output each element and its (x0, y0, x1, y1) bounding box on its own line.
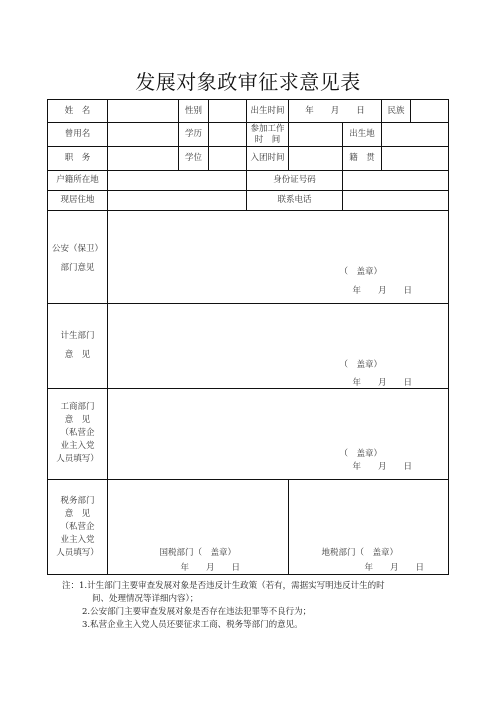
gender-field[interactable] (209, 100, 247, 123)
commerce-date: 年 月 日 (352, 462, 413, 472)
household-field[interactable] (108, 171, 247, 191)
former-name-field[interactable] (108, 123, 179, 147)
residence-label: 现居住地 (48, 191, 108, 211)
commerce-label-line: 人员填写） (56, 454, 99, 464)
tax-label-line: 税务部门 (60, 496, 95, 506)
tax-label-line: 人员填写） (56, 548, 99, 558)
degree-label: 学位 (179, 147, 209, 171)
birthplace-label: 出生地 (343, 123, 382, 147)
national-tax-opinion-field[interactable] (108, 480, 289, 575)
education-field[interactable] (209, 123, 247, 147)
police-opinion-label (48, 211, 108, 304)
birthplace-field[interactable] (382, 123, 449, 147)
name-label: 姓 名 (48, 100, 108, 123)
id-number-field[interactable] (343, 171, 449, 191)
local-tax-seal: 地税部门（ 盖章） (321, 548, 399, 558)
commerce-opinion-field[interactable] (108, 389, 449, 480)
work-start-label-line1: 参加工作 (250, 123, 285, 134)
phone-label: 联系电话 (247, 191, 343, 211)
tax-label-line: （私营企 (60, 522, 95, 532)
political-review-form (47, 99, 449, 575)
position-label: 职 务 (48, 147, 108, 171)
birth-date-field[interactable]: 年 月 日 (289, 100, 382, 123)
tax-label-line: 业主入党 (60, 535, 95, 545)
id-number-label: 身份证号码 (247, 171, 343, 191)
family-planning-label-line: 意 见 (64, 350, 91, 360)
note-item: 2.公安部门主要审查发展对象是否存在违法犯罪等不良行为； (82, 607, 312, 617)
tax-opinion-label (48, 480, 108, 575)
household-label: 户籍所在地 (48, 171, 108, 191)
residence-field[interactable] (108, 191, 247, 211)
work-start-field[interactable] (289, 123, 343, 147)
notes (62, 580, 452, 632)
phone-field[interactable] (343, 191, 449, 211)
local-tax-opinion-field[interactable] (289, 480, 449, 575)
police-label-line: 公安（保卫） (51, 244, 103, 254)
tax-label-line: 意 见 (64, 509, 91, 519)
notes-prefix: 注： (62, 581, 80, 591)
family-planning-label-line: 计生部门 (60, 331, 95, 341)
page-title: 发展对象政审征求意见表 (135, 70, 361, 94)
commerce-label-line: 业主入党 (60, 441, 95, 451)
birth-label: 出生时间 (247, 100, 289, 123)
family-planning-seal: （ 盖章） (339, 360, 383, 370)
former-name-label: 曾用名 (48, 123, 108, 147)
position-field[interactable] (108, 147, 179, 171)
note-item: 间、处理情况等详细内容）； (92, 594, 199, 604)
note-line-2 (62, 593, 452, 606)
police-date: 年 月 日 (352, 286, 413, 296)
police-seal: （ 盖章） (339, 267, 383, 277)
league-join-label: 入团时间 (247, 147, 289, 171)
commerce-seal: （ 盖章） (339, 449, 383, 459)
police-label-line: 部门意见 (60, 263, 95, 273)
commerce-label-line: 意 见 (64, 415, 91, 425)
local-tax-date: 年 月 日 (364, 563, 425, 573)
gender-label: 性别 (179, 100, 209, 123)
work-start-label (247, 123, 289, 147)
note-item: 3.私营企业主入党人员还要征求工商、税务等部门的意见。 (82, 620, 303, 630)
degree-field[interactable] (209, 147, 247, 171)
education-label: 学历 (179, 123, 209, 147)
league-join-field[interactable] (289, 147, 343, 171)
note-line-3 (62, 606, 452, 619)
family-planning-opinion-field[interactable] (108, 304, 449, 389)
national-tax-date: 年 月 日 (180, 563, 240, 573)
native-place-label: 籍 贯 (343, 147, 382, 171)
work-start-label-line2: 时 间 (254, 134, 281, 145)
commerce-label-line: 工商部门 (60, 402, 95, 412)
native-place-field[interactable] (382, 147, 449, 171)
note-line-1 (62, 580, 452, 593)
ethnicity-label: 民族 (382, 100, 411, 123)
name-field[interactable] (108, 100, 179, 123)
family-planning-opinion-label (48, 304, 108, 389)
note-item: 1.计生部门主要审查发展对象是否违反计生政策（若有，需据实写明违反计生的时 (79, 581, 385, 591)
note-line-4 (62, 619, 452, 632)
national-tax-seal: 国税部门（ 盖章） (159, 548, 236, 558)
commerce-opinion-label (48, 389, 108, 480)
commerce-label-line: （私营企 (60, 428, 95, 438)
family-planning-date: 年 月 日 (352, 378, 413, 388)
ethnicity-field[interactable] (411, 100, 449, 123)
police-opinion-field[interactable] (108, 211, 449, 304)
